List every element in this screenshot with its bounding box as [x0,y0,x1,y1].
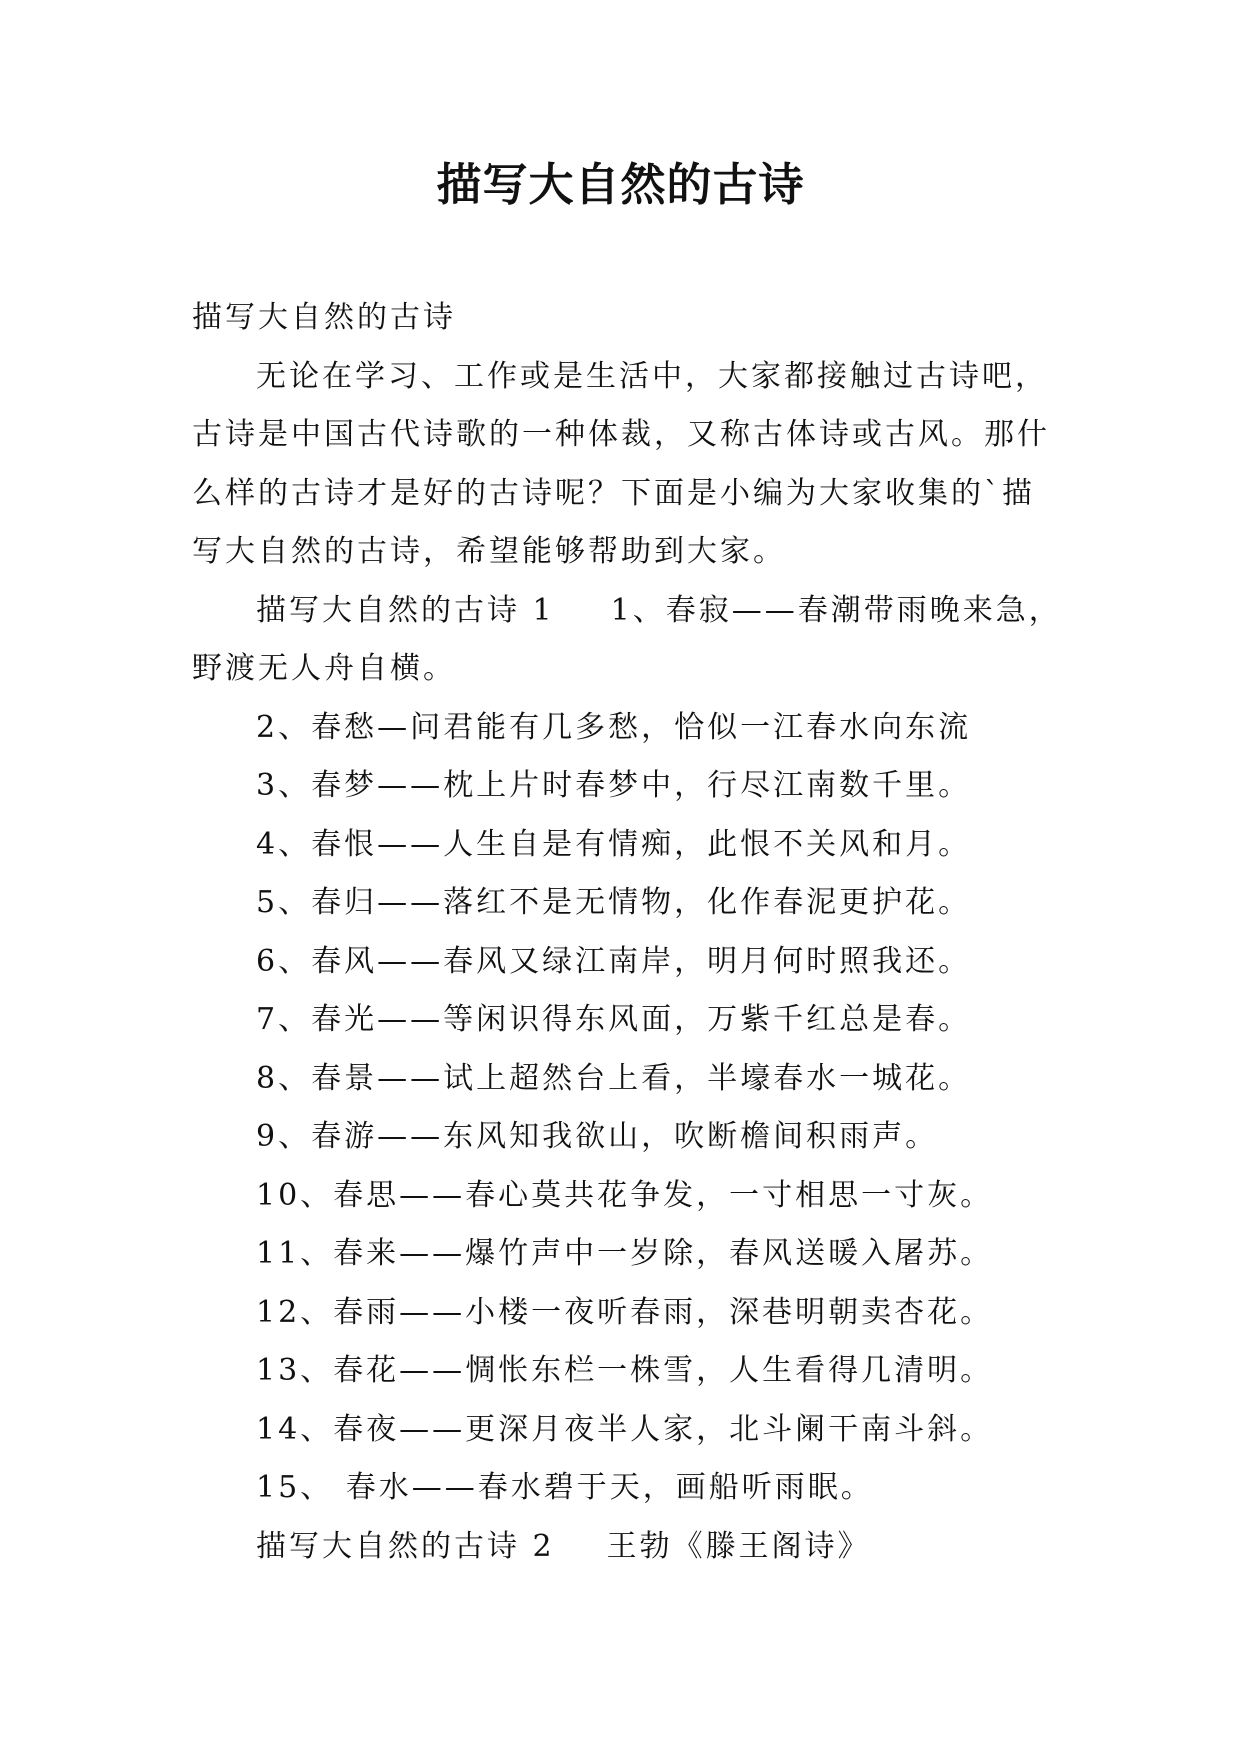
section2-line [192,1518,1072,1577]
poem-item: 4、春恨——人生自是有情痴，此恨不关风和月。 [256,826,972,862]
poem-item: 8、春景——试上超然台上看，半壕春水一城花。 [256,1060,972,1096]
poem-item: 9、春游——东风知我欲山，吹断檐间积雨声。 [256,1119,939,1154]
poem-item: 1、春寂——春潮带雨晚来急， [610,592,1062,628]
poem-item: 5、春归——落红不是无情物，化作春泥更护花。 [256,885,972,920]
poem-item: 15、 春水——春水碧于天，画船听雨眠。 [256,1470,874,1505]
poem-item: 12、春雨——小楼一夜听春雨，深巷明朝卖杏花。 [256,1294,994,1330]
intro-line: 古诗是中国古代诗歌的一种体裁，又称古体诗或古风。那什 [192,417,1050,452]
poem-item-continuation: 野渡无人舟自横。 [192,651,456,686]
section1-line [192,582,1072,641]
poem-item: 2、春愁—问君能有几多愁，恰似一江春水向东流 [256,709,972,745]
poem-item: 6、春风——春风又绿江南岸，明月何时照我还。 [256,943,972,979]
section-subtitle: 描写大自然的古诗 [192,300,456,335]
intro-line: 写大自然的古诗，希望能够帮助到大家。 [192,534,786,569]
document-body [192,289,1072,1576]
intro-line: 么样的古诗才是好的古诗呢？下面是小编为大家收集的`描 [192,475,1035,511]
poem-item: 10、春思——春心莫共花争发，一寸相思一寸灰。 [256,1177,994,1213]
poem-item: 14、春夜——更深月夜半人家，北斗阑干南斗斜。 [256,1411,994,1447]
document-title: 描写大自然的古诗 [436,158,805,211]
poem-title: 王勃《滕王阁诗》 [606,1528,871,1564]
poem-item: 11、春来——爆竹声中一岁除，春风送暖入屠苏。 [256,1236,994,1271]
intro-line: 无论在学习、工作或是生活中，大家都接触过古诗吧， [256,358,1048,394]
poem-item: 3、春梦——枕上片时春梦中，行尽江南数千里。 [256,768,972,803]
poem-item: 7、春光——等闲识得东风面，万紫千红总是春。 [256,1002,972,1037]
poem-item: 13、春花——惆怅东栏一株雪，人生看得几清明。 [256,1353,994,1388]
section1-heading: 描写大自然的古诗 1 [256,592,555,628]
section2-heading: 描写大自然的古诗 2 [256,1528,555,1564]
